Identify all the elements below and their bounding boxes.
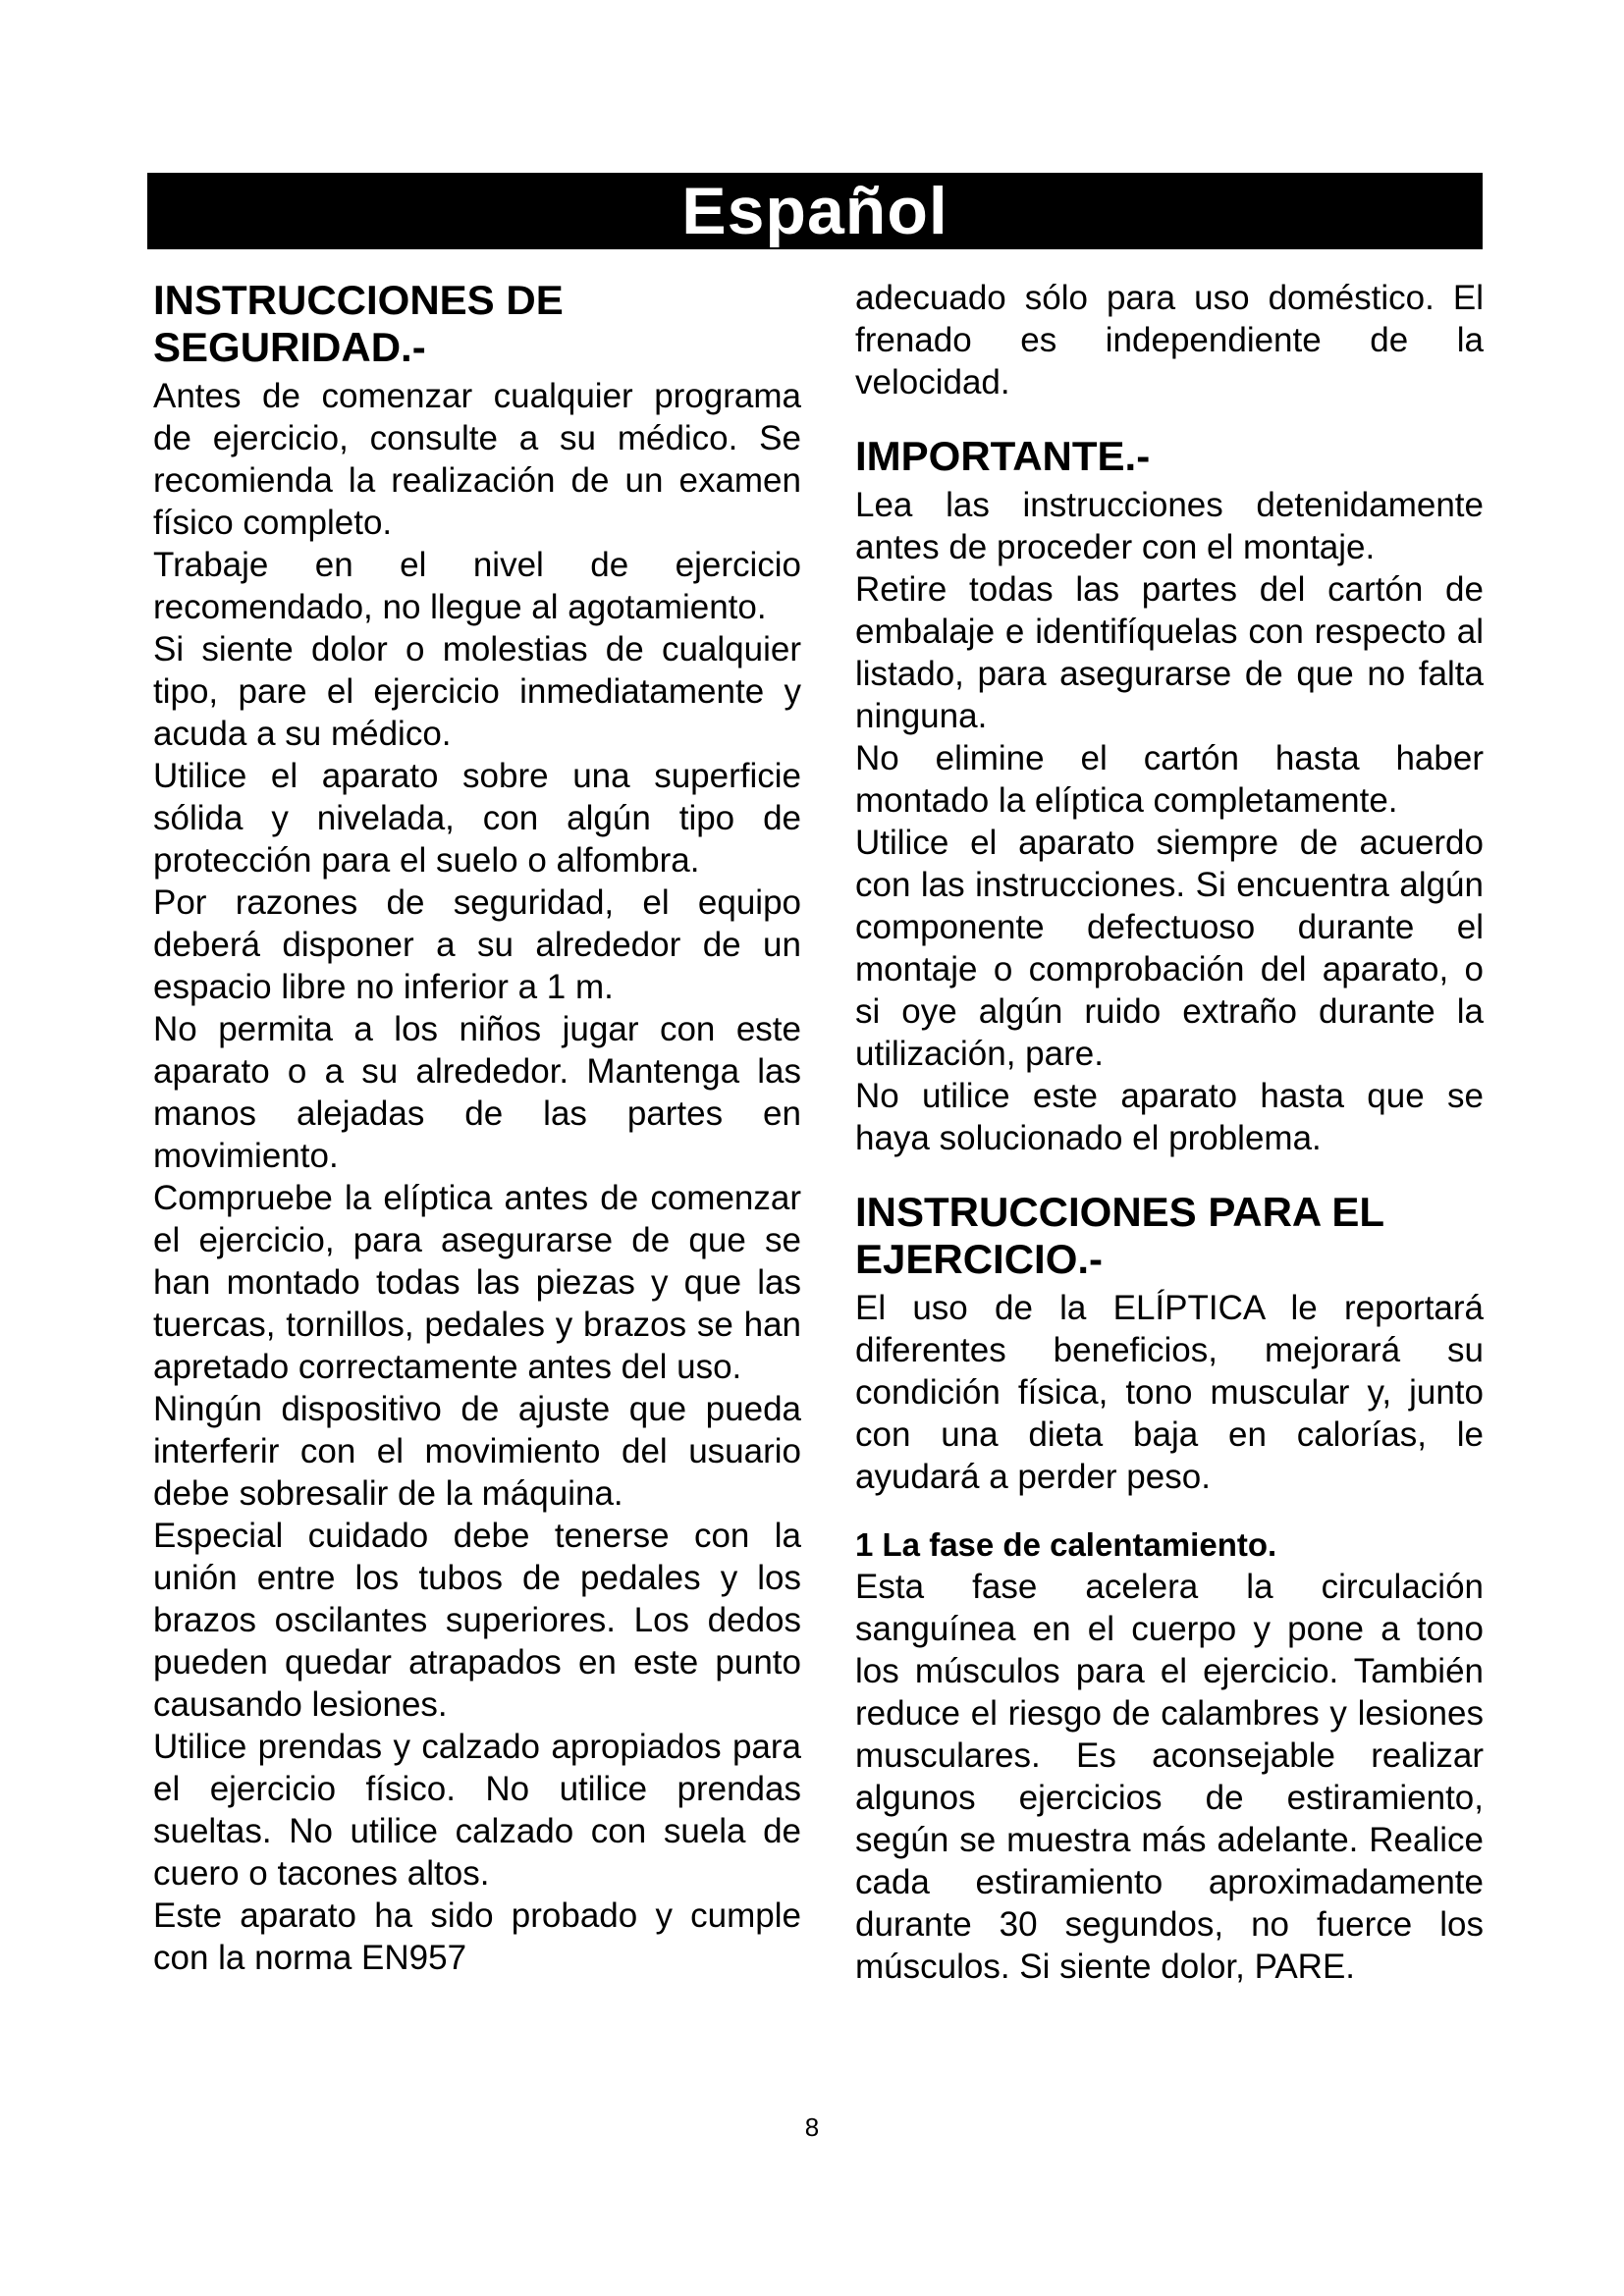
safety-paragraph: Ningún dispositivo de ajuste que pueda interferir con el movimiento del usuario debe sobresalir de la máquina.: [153, 1390, 801, 1513]
safety-paragraph: Utilice el aparato sobre una superficie sólida y nivelada, con algún tipo de protección para el suelo o alfombra.: [153, 757, 801, 880]
safety-paragraph: Trabaje en el nivel de ejercicio recomendado, no llegue al agotamiento.: [153, 546, 801, 626]
safety-paragraph: Especial cuidado debe tenerse con la unión entre los tubos de pedales y los brazos oscilantes superiores. Los dedos pueden quedar atrapados en este punto causando lesiones.: [153, 1517, 801, 1724]
page-number: 8: [804, 2112, 820, 2142]
important-paragraph: Utilice el aparato siempre de acuerdo con las instrucciones. Si encuentra algún componente defectuoso durante el montaje o comprobación del aparato, o si oye algún ruido extraño durante la utilización, pare.: [855, 824, 1484, 1073]
important-paragraph: Retire todas las partes del cartón de embalaje e identifíquelas con respecto al listado, para asegurarse de que no falta ninguna.: [855, 570, 1484, 735]
safety-instructions-heading: INSTRUCCIONES DE SEGURIDAD.-: [153, 277, 564, 370]
safety-paragraph: Compruebe la elíptica antes de comenzar el ejercicio, para asegurarse de que se han montado todas las piezas y que las tuercas, tornillos, pedales y brazos se han apretado correctamente antes del uso.: [153, 1179, 801, 1386]
important-paragraph: No utilice este aparato hasta que se haya solucionado el problema.: [855, 1077, 1484, 1157]
safety-paragraph: No permita a los niños jugar con este aparato o a su alrededor. Mantenga las manos alejadas de las partes en movimiento.: [153, 1010, 801, 1175]
important-paragraph: Lea las instrucciones detenidamente antes de proceder con el montaje.: [855, 486, 1484, 566]
left-column: [153, 277, 801, 1979]
safety-paragraph: Por razones de seguridad, el equipo deberá disponer a su alrededor de un espacio libre no inferior a 1 m.: [153, 883, 801, 1006]
safety-paragraph: Este aparato ha sido probado y cumple con la norma EN957: [153, 1896, 801, 1977]
language-header-bar: [147, 173, 1483, 249]
warmup-phase-paragraph: Esta fase acelera la circulación sanguínea en el cuerpo y pone a tono los músculos para el ejercicio. También reduce el riesgo de calambres y lesiones musculares. Es aconsejable realizar algunos ejercicios de estiramiento, según se muestra más adelante. Realice cada estiramiento aproximadamente durante 30 segundos, no fuerce los músculos. Si siente dolor, PARE.: [855, 1568, 1484, 1986]
exercise-instructions-heading: INSTRUCCIONES PARA EL EJERCICIO.-: [855, 1189, 1384, 1282]
right-column: [855, 277, 1484, 1988]
exercise-intro-paragraph: El uso de la ELÍPTICA le reportará diferentes beneficios, mejorará su condición física, tono muscular y, junto con una dieta baja en calorías, le ayudará a perder peso.: [855, 1289, 1484, 1496]
continuation-paragraph: adecuado sólo para uso doméstico. El frenado es independiente de la velocidad.: [855, 279, 1484, 401]
language-title: Español: [681, 174, 948, 248]
safety-paragraph: Antes de comenzar cualquier programa de ejercicio, consulte a su médico. Se recomienda la realización de un examen físico completo.: [153, 377, 801, 542]
important-paragraph: No elimine el cartón hasta haber montado la elíptica completamente.: [855, 739, 1484, 820]
important-heading: IMPORTANTE.-: [855, 433, 1151, 479]
safety-paragraph: Si siente dolor o molestias de cualquier tipo, pare el ejercicio inmediatamente y acuda a su médico.: [153, 630, 801, 753]
warmup-phase-subheading: 1 La fase de calentamiento.: [855, 1526, 1277, 1563]
safety-paragraph: Utilice prendas y calzado apropiados para el ejercicio físico. No utilice prendas sueltas. No utilice calzado con suela de cuero o tacones altos.: [153, 1728, 801, 1893]
